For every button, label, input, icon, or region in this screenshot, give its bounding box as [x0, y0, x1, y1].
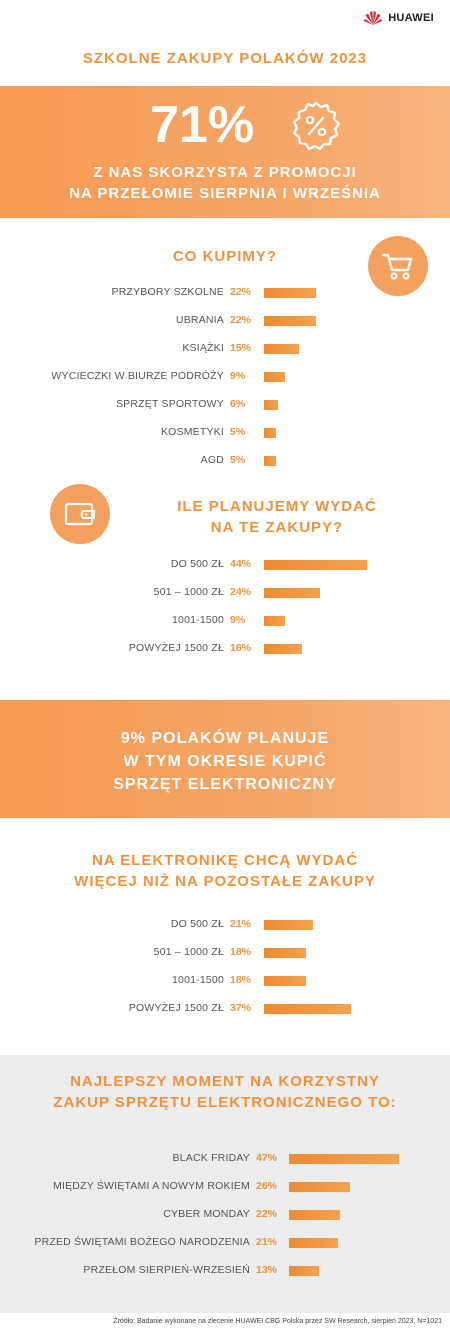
- chart-row: [0, 974, 450, 988]
- bar: [264, 316, 316, 326]
- promo-line-2: NA PRZEŁOMIE SIERPNIA I WRZEŚNIA: [69, 185, 381, 202]
- category-label: SPRZĘT SPORTOWY: [115, 398, 224, 410]
- chart-row: [0, 314, 450, 328]
- electronics-line-3: SPRZĘT ELEKTRONICZNY: [113, 776, 337, 793]
- category-label: 501 – 1000 ZŁ: [153, 586, 224, 598]
- value-label: 18%: [230, 974, 252, 986]
- value-label: 44%: [230, 558, 252, 570]
- chart-row: [0, 918, 450, 932]
- category-label: POWYŻEJ 1500 ZŁ: [128, 642, 224, 654]
- bar: [264, 288, 316, 298]
- bar: [264, 948, 306, 958]
- category-label: 1001-1500: [171, 974, 224, 986]
- value-label: 47%: [256, 1152, 278, 1164]
- category-label: KSIĄŻKI: [182, 342, 224, 354]
- value-label: 37%: [230, 1002, 252, 1014]
- value-label: 9%: [230, 370, 246, 382]
- chart-row: [0, 1180, 450, 1194]
- chart-row: [0, 342, 450, 356]
- chart-row: [0, 426, 450, 440]
- chart-1-title: CO KUPIMY?: [172, 248, 278, 265]
- bar: [289, 1210, 340, 1220]
- chart-row: [0, 1208, 450, 1222]
- chart-row: [0, 642, 450, 656]
- chart-row: [0, 558, 450, 572]
- chart-2-title-line-1: ILE PLANUJEMY WYDAĆ: [177, 498, 377, 515]
- value-label: 5%: [230, 426, 246, 438]
- bar: [264, 560, 367, 570]
- category-label: POWYŻEJ 1500 ZŁ: [128, 1002, 224, 1014]
- bar: [289, 1182, 350, 1192]
- brand-name: HUAWEI: [388, 12, 434, 24]
- value-label: 13%: [256, 1264, 278, 1276]
- bar: [264, 976, 306, 986]
- value-label: 24%: [230, 586, 252, 598]
- chart-4-title-line-1: NAJLEPSZY MOMENT NA KORZYSTNY: [70, 1073, 380, 1090]
- category-label: DO 500 ZŁ: [170, 918, 224, 930]
- category-label: BLACK FRIDAY: [172, 1152, 250, 1164]
- brand: [363, 10, 434, 26]
- bar: [264, 920, 313, 930]
- category-label: MIĘDZY ŚWIĘTAMI A NOWYM ROKIEM: [53, 1180, 250, 1192]
- bar: [264, 644, 302, 654]
- bar: [264, 428, 276, 438]
- value-label: 18%: [230, 946, 252, 958]
- value-label: 15%: [230, 342, 252, 354]
- chart-row: [0, 946, 450, 960]
- chart-row: [0, 1236, 450, 1250]
- electronics-line-2: W TYM OKRESIE KUPIĆ: [123, 753, 327, 770]
- chart-row: [0, 1002, 450, 1016]
- category-label: PRZEŁOM SIERPIEŃ-WRZESIEŃ: [83, 1264, 250, 1276]
- value-label: 16%: [230, 642, 252, 654]
- chart-row: [0, 614, 450, 628]
- value-label: 22%: [230, 314, 252, 326]
- bar: [264, 400, 278, 410]
- bar: [264, 588, 320, 598]
- value-label: 6%: [230, 398, 246, 410]
- category-label: 1001-1500: [171, 614, 224, 626]
- promo-line-1: Z NAS SKORZYSTA Z PROMOCJI: [93, 164, 357, 181]
- category-label: UBRANIA: [175, 314, 224, 326]
- category-label: DO 500 ZŁ: [170, 558, 224, 570]
- category-label: CYBER MONDAY: [163, 1208, 250, 1220]
- value-label: 5%: [230, 454, 246, 466]
- value-label: 9%: [230, 614, 246, 626]
- value-label: 26%: [256, 1180, 278, 1192]
- chart-3-title-line-1: NA ELEKTRONIKĘ CHCĄ WYDAĆ: [91, 852, 359, 869]
- page-title: SZKOLNE ZAKUPY POLAKÓW 2023: [82, 50, 368, 67]
- chart-row: [0, 1152, 450, 1166]
- category-label: PRZED ŚWIĘTAMI BOŻEGO NARODZENIA: [34, 1236, 250, 1248]
- bar: [264, 1004, 351, 1014]
- promo-big-value: 71%: [150, 96, 255, 154]
- percent-badge-icon: [290, 100, 342, 157]
- chart-row: [0, 370, 450, 384]
- bar: [264, 616, 285, 626]
- bar: [289, 1154, 399, 1164]
- bar: [264, 456, 276, 466]
- chart-row: [0, 1264, 450, 1278]
- chart-row: [0, 398, 450, 412]
- chart-row: [0, 286, 450, 300]
- bar: [289, 1238, 338, 1248]
- bar: [289, 1266, 319, 1276]
- electronics-line-1: 9% POLAKÓW PLANUJE: [120, 730, 330, 747]
- value-label: 22%: [256, 1208, 278, 1220]
- value-label: 22%: [230, 286, 252, 298]
- huawei-flower-logo-icon: [363, 10, 383, 26]
- chart-3-title-line-2: WIĘCEJ NIŻ NA POZOSTAŁE ZAKUPY: [74, 873, 376, 890]
- source-footnote: Źródło: Badanie wykonane na zlecenie HUAWEI CBG Polska przez SW Research, sierpień 2023, N=1021: [113, 1318, 442, 1325]
- bar: [264, 344, 299, 354]
- chart-2-title-line-2: NA TE ZAKUPY?: [210, 519, 344, 536]
- category-label: AGD: [200, 454, 224, 466]
- value-label: 21%: [230, 918, 252, 930]
- category-label: PRZYBORY SZKOLNE: [111, 286, 224, 298]
- chart-row: [0, 586, 450, 600]
- category-label: KOSMETYKI: [160, 426, 224, 438]
- category-label: 501 – 1000 ZŁ: [153, 946, 224, 958]
- chart-row: [0, 454, 450, 468]
- chart-4-title-line-2: ZAKUP SPRZĘTU ELEKTRONICZNEGO TO:: [53, 1094, 397, 1111]
- bar: [264, 372, 285, 382]
- category-label: WYCIECZKI W BIURZE PODRÓŻY: [51, 370, 224, 382]
- value-label: 21%: [256, 1236, 278, 1248]
